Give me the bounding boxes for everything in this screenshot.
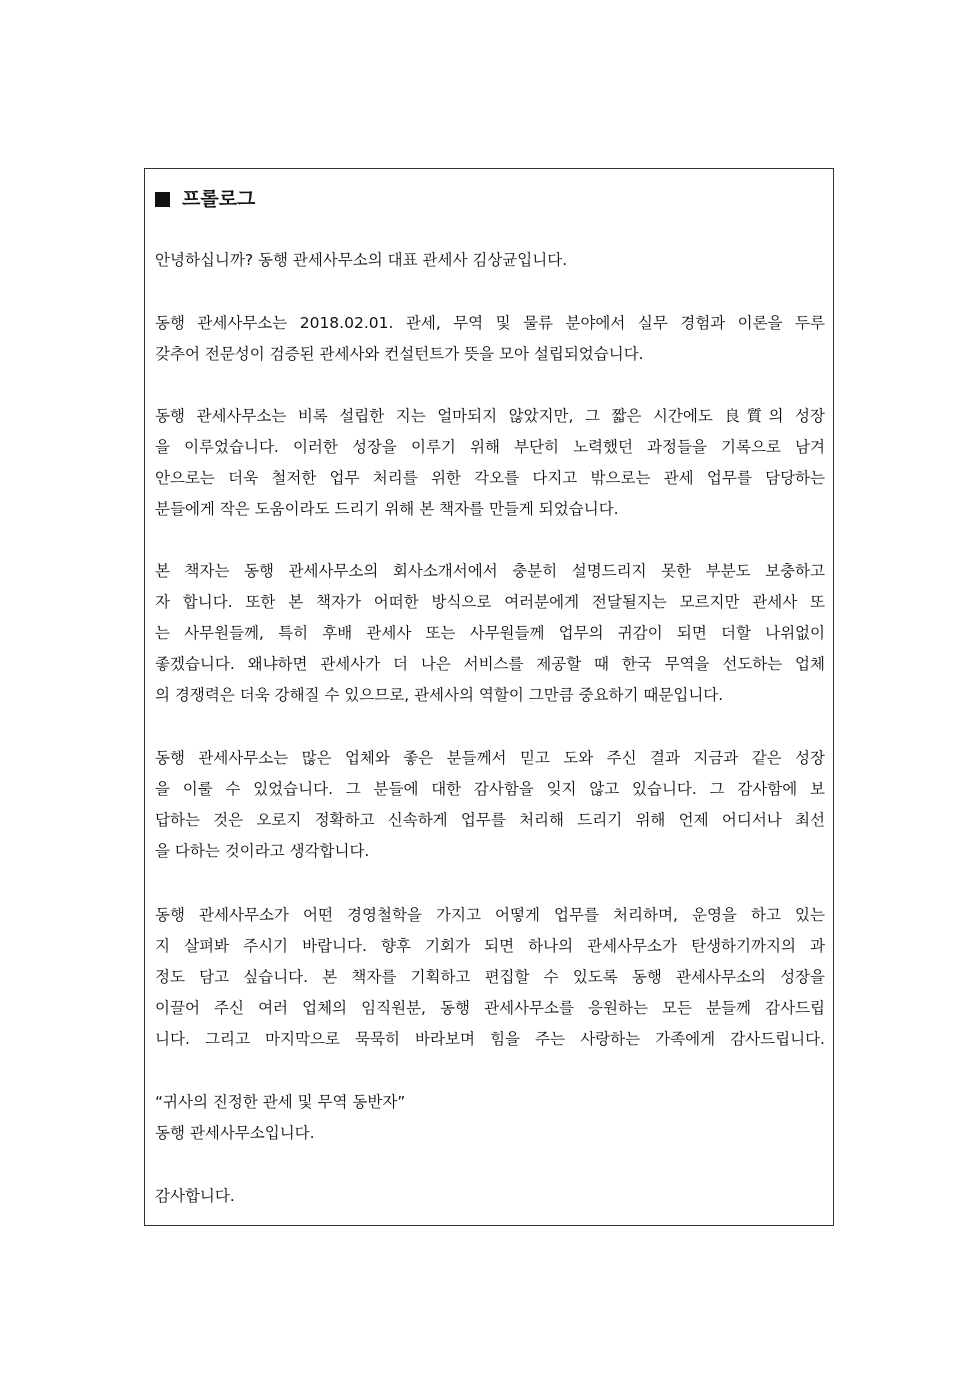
paragraph-3-line-4: 좋겠습니다. 왜냐하면 관세사가 더 나은 서비스를 제공할 때 한국 무역을 선도하는 업체	[155, 655, 825, 673]
paragraph-2-line-3: 안으로는 더욱 철저한 업무 처리를 위한 각오를 다지고 밖으로는 관세 업무를 담당하는	[155, 469, 825, 487]
heading-text: 프롤로그	[182, 188, 256, 210]
thanks-line: 감사합니다.	[155, 1187, 235, 1205]
paragraph-4-line-1: 동행 관세사무소는 많은 업체와 좋은 분들께서 믿고 도와 주신 결과 지금과 같은 성장	[155, 749, 825, 767]
paragraph-5-line-5: 니다. 그리고 마지막으로 묵묵히 바라보며 힘을 주는 사랑하는 가족에게 감사드립니다.	[155, 1030, 825, 1048]
paragraph-1-line-1: 동행 관세사무소는 2018.02.01. 관세, 무역 및 물류 분야에서 실무 경험과 이론을 두루	[155, 314, 825, 332]
slogan-line: “귀사의 진정한 관세 및 무역 동반자”	[155, 1093, 406, 1111]
paragraph-3-line-1: 본 책자는 동행 관세사무소의 회사소개서에서 충분히 설명드리지 못한 부분도 보충하고	[155, 562, 825, 580]
paragraph-2-line-1: 동행 관세사무소는 비록 설립한 지는 얼마되지 않았지만, 그 짧은 시간에도 良質의 성장	[155, 407, 825, 425]
prologue-box	[144, 168, 834, 1226]
paragraph-4-line-3: 답하는 것은 오로지 정확하고 신속하게 업무를 처리해 드리기 위해 언제 어디서나 최선	[155, 811, 825, 829]
closing-line: 동행 관세사무소입니다.	[155, 1124, 315, 1142]
paragraph-1-line-2: 갖추어 전문성이 검증된 관세사와 컨설턴트가 뜻을 모아 설립되었습니다.	[155, 345, 644, 363]
paragraph-2-line-4: 분들에게 작은 도움이라도 드리기 위해 본 책자를 만들게 되었습니다.	[155, 500, 619, 518]
section-heading	[155, 185, 255, 213]
paragraph-3-line-5: 의 경쟁력은 더욱 강해질 수 있으므로, 관세사의 역할이 그만큼 중요하기 때문입니다.	[155, 686, 724, 704]
paragraph-5-line-1: 동행 관세사무소가 어떤 경영철학을 가지고 어떻게 업무를 처리하며, 운영을 하고 있는	[155, 906, 825, 924]
square-bullet-icon	[155, 192, 170, 207]
paragraph-2-line-2: 을 이루었습니다. 이러한 성장을 이루기 위해 부단히 노력했던 과정들을 기록으로 남겨	[155, 438, 825, 456]
paragraph-3-line-2: 자 합니다. 또한 본 책자가 어떠한 방식으로 여러분에게 전달될지는 모르지만 관세사 또	[155, 593, 825, 611]
greeting-line: 안녕하십니까? 동행 관세사무소의 대표 관세사 김상균입니다.	[155, 251, 568, 269]
paragraph-5-line-4: 이끌어 주신 여러 업체의 임직원분, 동행 관세사무소를 응원하는 모든 분들께 감사드립	[155, 999, 825, 1017]
paragraph-5-line-2: 지 살펴봐 주시기 바랍니다. 향후 기회가 되면 하나의 관세사무소가 탄생하기까지의 과	[155, 937, 825, 955]
paragraph-4-line-2: 을 이룰 수 있었습니다. 그 분들에 대한 감사함을 잊지 않고 있습니다. 그 감사함에 보	[155, 780, 825, 798]
paragraph-4-line-4: 을 다하는 것이라고 생각합니다.	[155, 842, 370, 860]
paragraph-3-line-3: 는 사무원들께, 특히 후배 관세사 또는 사무원들께 업무의 귀감이 되면 더할 나위없이	[155, 624, 825, 642]
paragraph-5-line-3: 정도 담고 싶습니다. 본 책자를 기획하고 편집할 수 있도록 동행 관세사무소의 성장을	[155, 968, 825, 986]
